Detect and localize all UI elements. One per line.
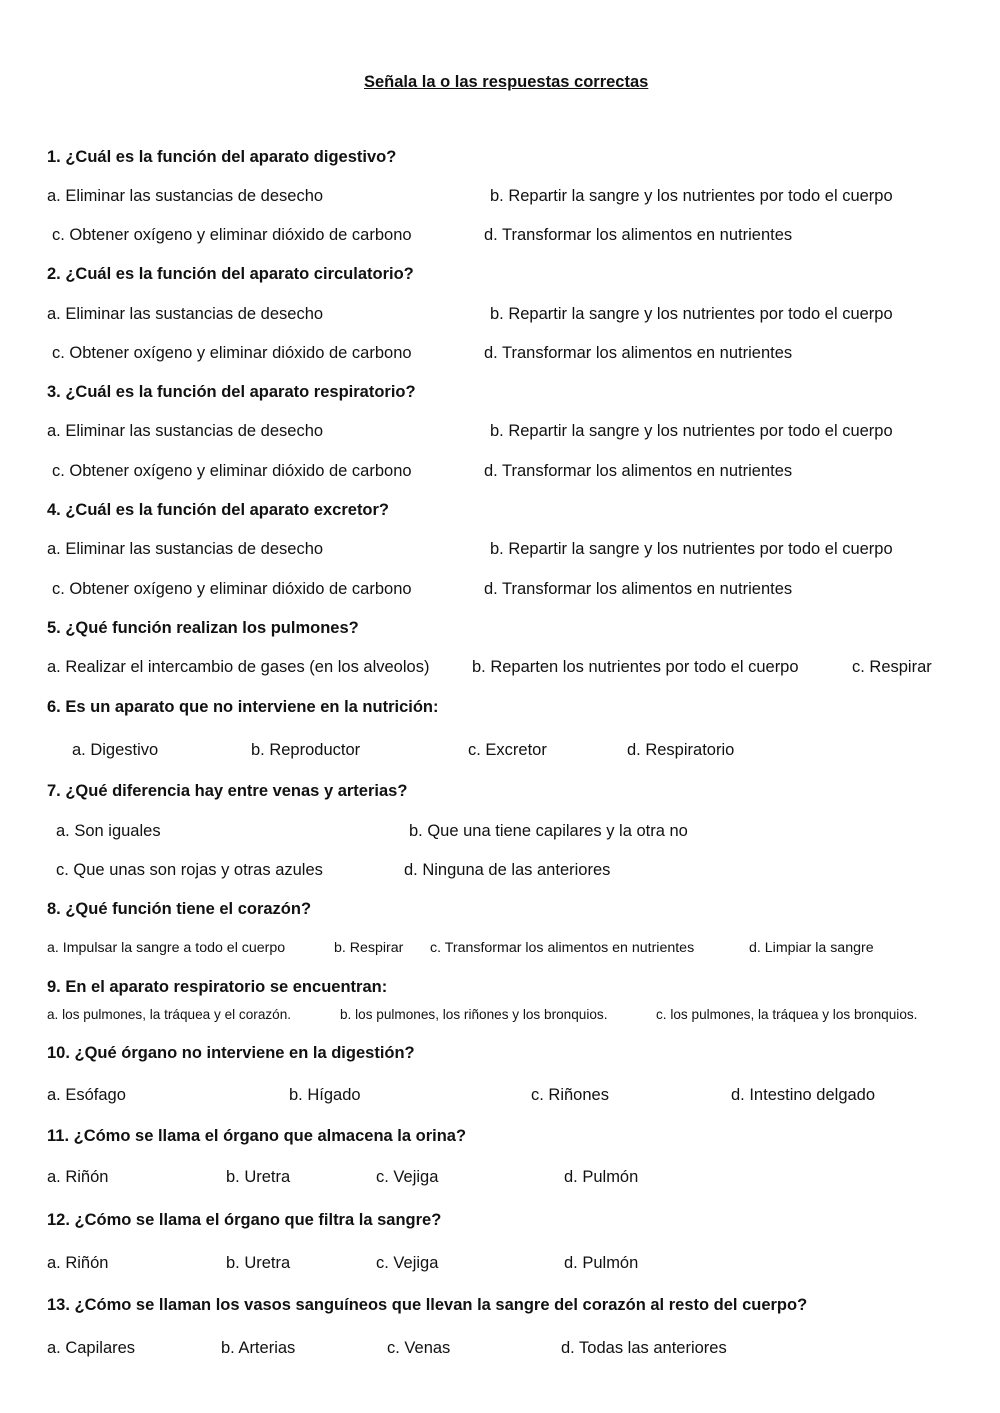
q10-option-b[interactable]: b. Hígado bbox=[289, 1086, 361, 1104]
q11-option-b[interactable]: b. Uretra bbox=[226, 1168, 291, 1186]
q13-option-b[interactable]: b. Arterias bbox=[221, 1339, 296, 1357]
q7-option-a[interactable]: a. Son iguales bbox=[56, 822, 161, 840]
q8-option-c[interactable]: c. Transformar los alimentos en nutrientes bbox=[430, 940, 695, 956]
q4-option-c[interactable]: c. Obtener oxígeno y eliminar dióxido de carbono bbox=[52, 580, 412, 598]
q1-option-d[interactable]: d. Transformar los alimentos en nutrientes bbox=[484, 226, 793, 244]
q13-option-c[interactable]: c. Venas bbox=[387, 1339, 451, 1357]
question-1: 1. ¿Cuál es la función del aparato digestivo? bbox=[47, 148, 397, 166]
question-7: 7. ¿Qué diferencia hay entre venas y arterias? bbox=[47, 782, 408, 800]
q12-option-d[interactable]: d. Pulmón bbox=[564, 1254, 639, 1272]
q11-option-c[interactable]: c. Vejiga bbox=[376, 1168, 439, 1186]
q5-option-a[interactable]: a. Realizar el intercambio de gases (en los alveolos) bbox=[47, 658, 430, 676]
q7-option-b[interactable]: b. Que una tiene capilares y la otra no bbox=[409, 822, 688, 840]
q10-option-d[interactable]: d. Intestino delgado bbox=[731, 1086, 876, 1104]
q1-option-a[interactable]: a. Eliminar las sustancias de desecho bbox=[47, 187, 324, 205]
question-4: 4. ¿Cuál es la función del aparato excretor? bbox=[47, 501, 390, 519]
question-6: 6. Es un aparato que no interviene en la nutrición: bbox=[47, 698, 439, 716]
q13-option-d[interactable]: d. Todas las anteriores bbox=[561, 1339, 727, 1357]
question-13: 13. ¿Cómo se llaman los vasos sanguíneos que llevan la sangre del corazón al resto del cuerpo? bbox=[47, 1296, 808, 1314]
q4-option-a[interactable]: a. Eliminar las sustancias de desecho bbox=[47, 540, 324, 558]
q12-option-b[interactable]: b. Uretra bbox=[226, 1254, 291, 1272]
q9-option-a[interactable]: a. los pulmones, la tráquea y el corazón. bbox=[47, 1007, 292, 1022]
page-title: Señala la o las respuestas correctas bbox=[364, 73, 649, 91]
q6-option-d[interactable]: d. Respiratorio bbox=[627, 741, 735, 759]
q10-option-a[interactable]: a. Esófago bbox=[47, 1086, 126, 1104]
q8-option-a[interactable]: a. Impulsar la sangre a todo el cuerpo bbox=[47, 940, 286, 956]
q9-option-c[interactable]: c. los pulmones, la tráquea y los bronquios. bbox=[656, 1007, 918, 1022]
q3-option-d[interactable]: d. Transformar los alimentos en nutrientes bbox=[484, 462, 793, 480]
q13-option-a[interactable]: a. Capilares bbox=[47, 1339, 136, 1357]
q8-option-b[interactable]: b. Respirar bbox=[334, 940, 404, 956]
q2-option-d[interactable]: d. Transformar los alimentos en nutrientes bbox=[484, 344, 793, 362]
q12-option-a[interactable]: a. Riñón bbox=[47, 1254, 109, 1272]
question-5: 5. ¿Qué función realizan los pulmones? bbox=[47, 619, 359, 637]
q2-option-b[interactable]: b. Repartir la sangre y los nutrientes por todo el cuerpo bbox=[490, 305, 893, 323]
question-10: 10. ¿Qué órgano no interviene en la digestión? bbox=[47, 1044, 415, 1062]
q3-option-b[interactable]: b. Repartir la sangre y los nutrientes por todo el cuerpo bbox=[490, 422, 893, 440]
q9-option-b[interactable]: b. los pulmones, los riñones y los bronquios. bbox=[340, 1007, 608, 1022]
q11-option-a[interactable]: a. Riñón bbox=[47, 1168, 109, 1186]
q10-option-c[interactable]: c. Riñones bbox=[531, 1086, 609, 1104]
question-2: 2. ¿Cuál es la función del aparato circulatorio? bbox=[47, 265, 414, 283]
question-9: 9. En el aparato respiratorio se encuentran: bbox=[47, 978, 388, 996]
q8-option-d[interactable]: d. Limpiar la sangre bbox=[749, 940, 874, 956]
q7-option-d[interactable]: d. Ninguna de las anteriores bbox=[404, 861, 611, 879]
q6-option-c[interactable]: c. Excretor bbox=[468, 741, 547, 759]
q5-option-b[interactable]: b. Reparten los nutrientes por todo el cuerpo bbox=[472, 658, 799, 676]
q11-option-d[interactable]: d. Pulmón bbox=[564, 1168, 639, 1186]
q3-option-c[interactable]: c. Obtener oxígeno y eliminar dióxido de carbono bbox=[52, 462, 412, 480]
q2-option-c[interactable]: c. Obtener oxígeno y eliminar dióxido de carbono bbox=[52, 344, 412, 362]
q1-option-c[interactable]: c. Obtener oxígeno y eliminar dióxido de carbono bbox=[52, 226, 412, 244]
q2-option-a[interactable]: a. Eliminar las sustancias de desecho bbox=[47, 305, 324, 323]
question-12: 12. ¿Cómo se llama el órgano que filtra la sangre? bbox=[47, 1211, 442, 1229]
q12-option-c[interactable]: c. Vejiga bbox=[376, 1254, 439, 1272]
q4-option-d[interactable]: d. Transformar los alimentos en nutrientes bbox=[484, 580, 793, 598]
q6-option-b[interactable]: b. Reproductor bbox=[251, 741, 361, 759]
q3-option-a[interactable]: a. Eliminar las sustancias de desecho bbox=[47, 422, 324, 440]
question-8: 8. ¿Qué función tiene el corazón? bbox=[47, 900, 312, 918]
q7-option-c[interactable]: c. Que unas son rojas y otras azules bbox=[56, 861, 323, 879]
question-11: 11. ¿Cómo se llama el órgano que almacena la orina? bbox=[47, 1127, 467, 1145]
q5-option-c[interactable]: c. Respirar bbox=[852, 658, 932, 676]
question-3: 3. ¿Cuál es la función del aparato respiratorio? bbox=[47, 383, 416, 401]
q1-option-b[interactable]: b. Repartir la sangre y los nutrientes por todo el cuerpo bbox=[490, 187, 893, 205]
q4-option-b[interactable]: b. Repartir la sangre y los nutrientes por todo el cuerpo bbox=[490, 540, 893, 558]
q6-option-a[interactable]: a. Digestivo bbox=[72, 741, 159, 759]
